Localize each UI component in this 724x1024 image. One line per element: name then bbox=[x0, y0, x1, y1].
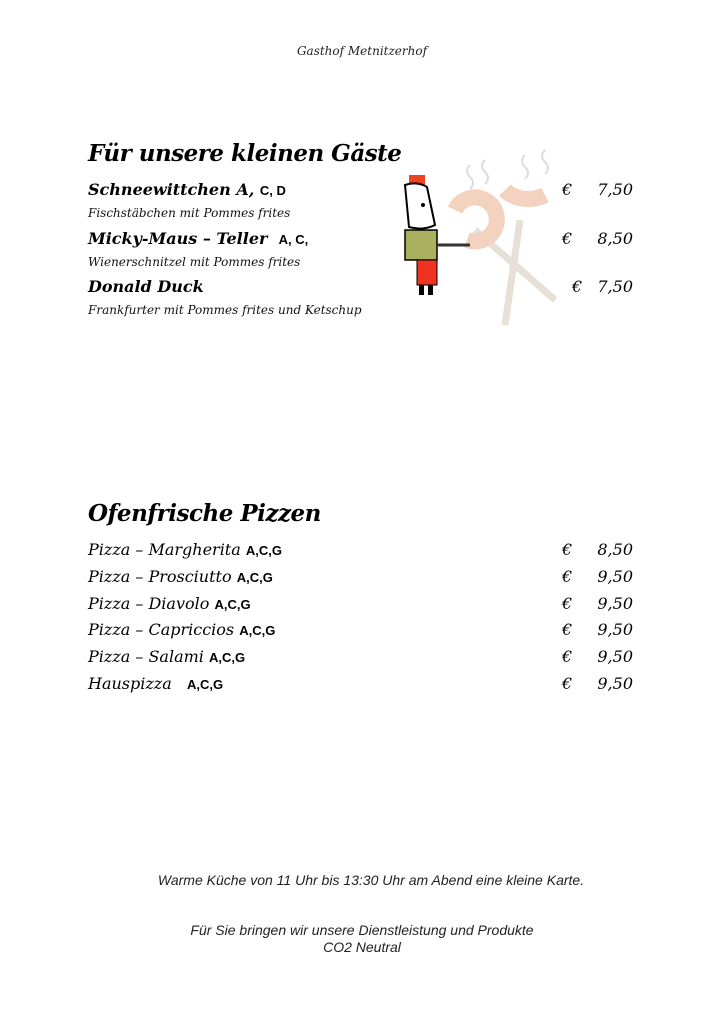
pizza-section-title: Ofenfrische Pizzen bbox=[88, 500, 321, 527]
item-name: Hauspizza bbox=[88, 674, 172, 693]
item-name: Donald Duck bbox=[88, 277, 204, 296]
item-price: 9,50 bbox=[597, 594, 633, 613]
menu-item bbox=[88, 594, 633, 616]
item-name: Micky-Maus – Teller bbox=[88, 229, 268, 248]
currency: € bbox=[562, 567, 573, 586]
item-price: 8,50 bbox=[597, 229, 633, 248]
chef-sausage-illustration bbox=[395, 145, 575, 330]
item-allergens: A,C,G bbox=[214, 597, 251, 612]
item-allergens: A,C,G bbox=[209, 650, 246, 665]
currency: € bbox=[562, 540, 573, 559]
item-name: Pizza – Salami bbox=[88, 647, 204, 666]
item-name: Schneewittchen A, bbox=[88, 180, 255, 199]
currency: € bbox=[562, 180, 573, 199]
item-price: 9,50 bbox=[597, 620, 633, 639]
item-allergens: A,C,G bbox=[187, 677, 224, 692]
item-name: Pizza – Margherita bbox=[88, 540, 241, 559]
currency: € bbox=[562, 647, 573, 666]
kids-section-title: Für unsere kleinen Gäste bbox=[88, 140, 402, 167]
item-allergens: A,C,G bbox=[236, 570, 273, 585]
item-description: Fischstäbchen mit Pommes frites bbox=[88, 206, 291, 220]
item-price: 7,50 bbox=[597, 277, 633, 296]
co2-note-line1: Für Sie bringen wir unsere Dienstleistung und Produkte bbox=[190, 922, 534, 938]
item-name: Pizza – Prosciutto bbox=[88, 567, 232, 586]
item-allergens: C, D bbox=[259, 183, 286, 198]
item-price: 9,50 bbox=[597, 647, 633, 666]
item-name: Pizza – Diavolo bbox=[88, 594, 210, 613]
menu-item bbox=[88, 540, 633, 562]
item-allergens: A,C,G bbox=[245, 543, 282, 558]
item-description: Frankfurter mit Pommes frites und Ketschup bbox=[88, 303, 362, 317]
menu-item bbox=[88, 674, 633, 696]
currency: € bbox=[562, 594, 573, 613]
item-description: Wienerschnitzel mit Pommes frites bbox=[88, 255, 301, 269]
menu-item bbox=[88, 647, 633, 669]
currency: € bbox=[562, 674, 573, 693]
item-price: 9,50 bbox=[597, 567, 633, 586]
item-price: 7,50 bbox=[597, 180, 633, 199]
co2-note-line2: CO2 Neutral bbox=[323, 939, 401, 955]
item-allergens: A,C,G bbox=[239, 623, 276, 638]
currency: € bbox=[562, 229, 573, 248]
menu-item bbox=[88, 620, 633, 642]
menu-item bbox=[88, 567, 633, 589]
item-allergens: A, C, bbox=[278, 232, 309, 247]
currency: € bbox=[572, 277, 583, 296]
item-price: 9,50 bbox=[597, 674, 633, 693]
currency: € bbox=[562, 620, 573, 639]
restaurant-name: Gasthof Metnitzerhof bbox=[296, 44, 428, 58]
item-name: Pizza – Capriccios bbox=[88, 620, 235, 639]
kitchen-hours-note: Warme Küche von 11 Uhr bis 13:30 Uhr am Abend eine kleine Karte. bbox=[157, 872, 585, 888]
item-price: 8,50 bbox=[597, 540, 633, 559]
